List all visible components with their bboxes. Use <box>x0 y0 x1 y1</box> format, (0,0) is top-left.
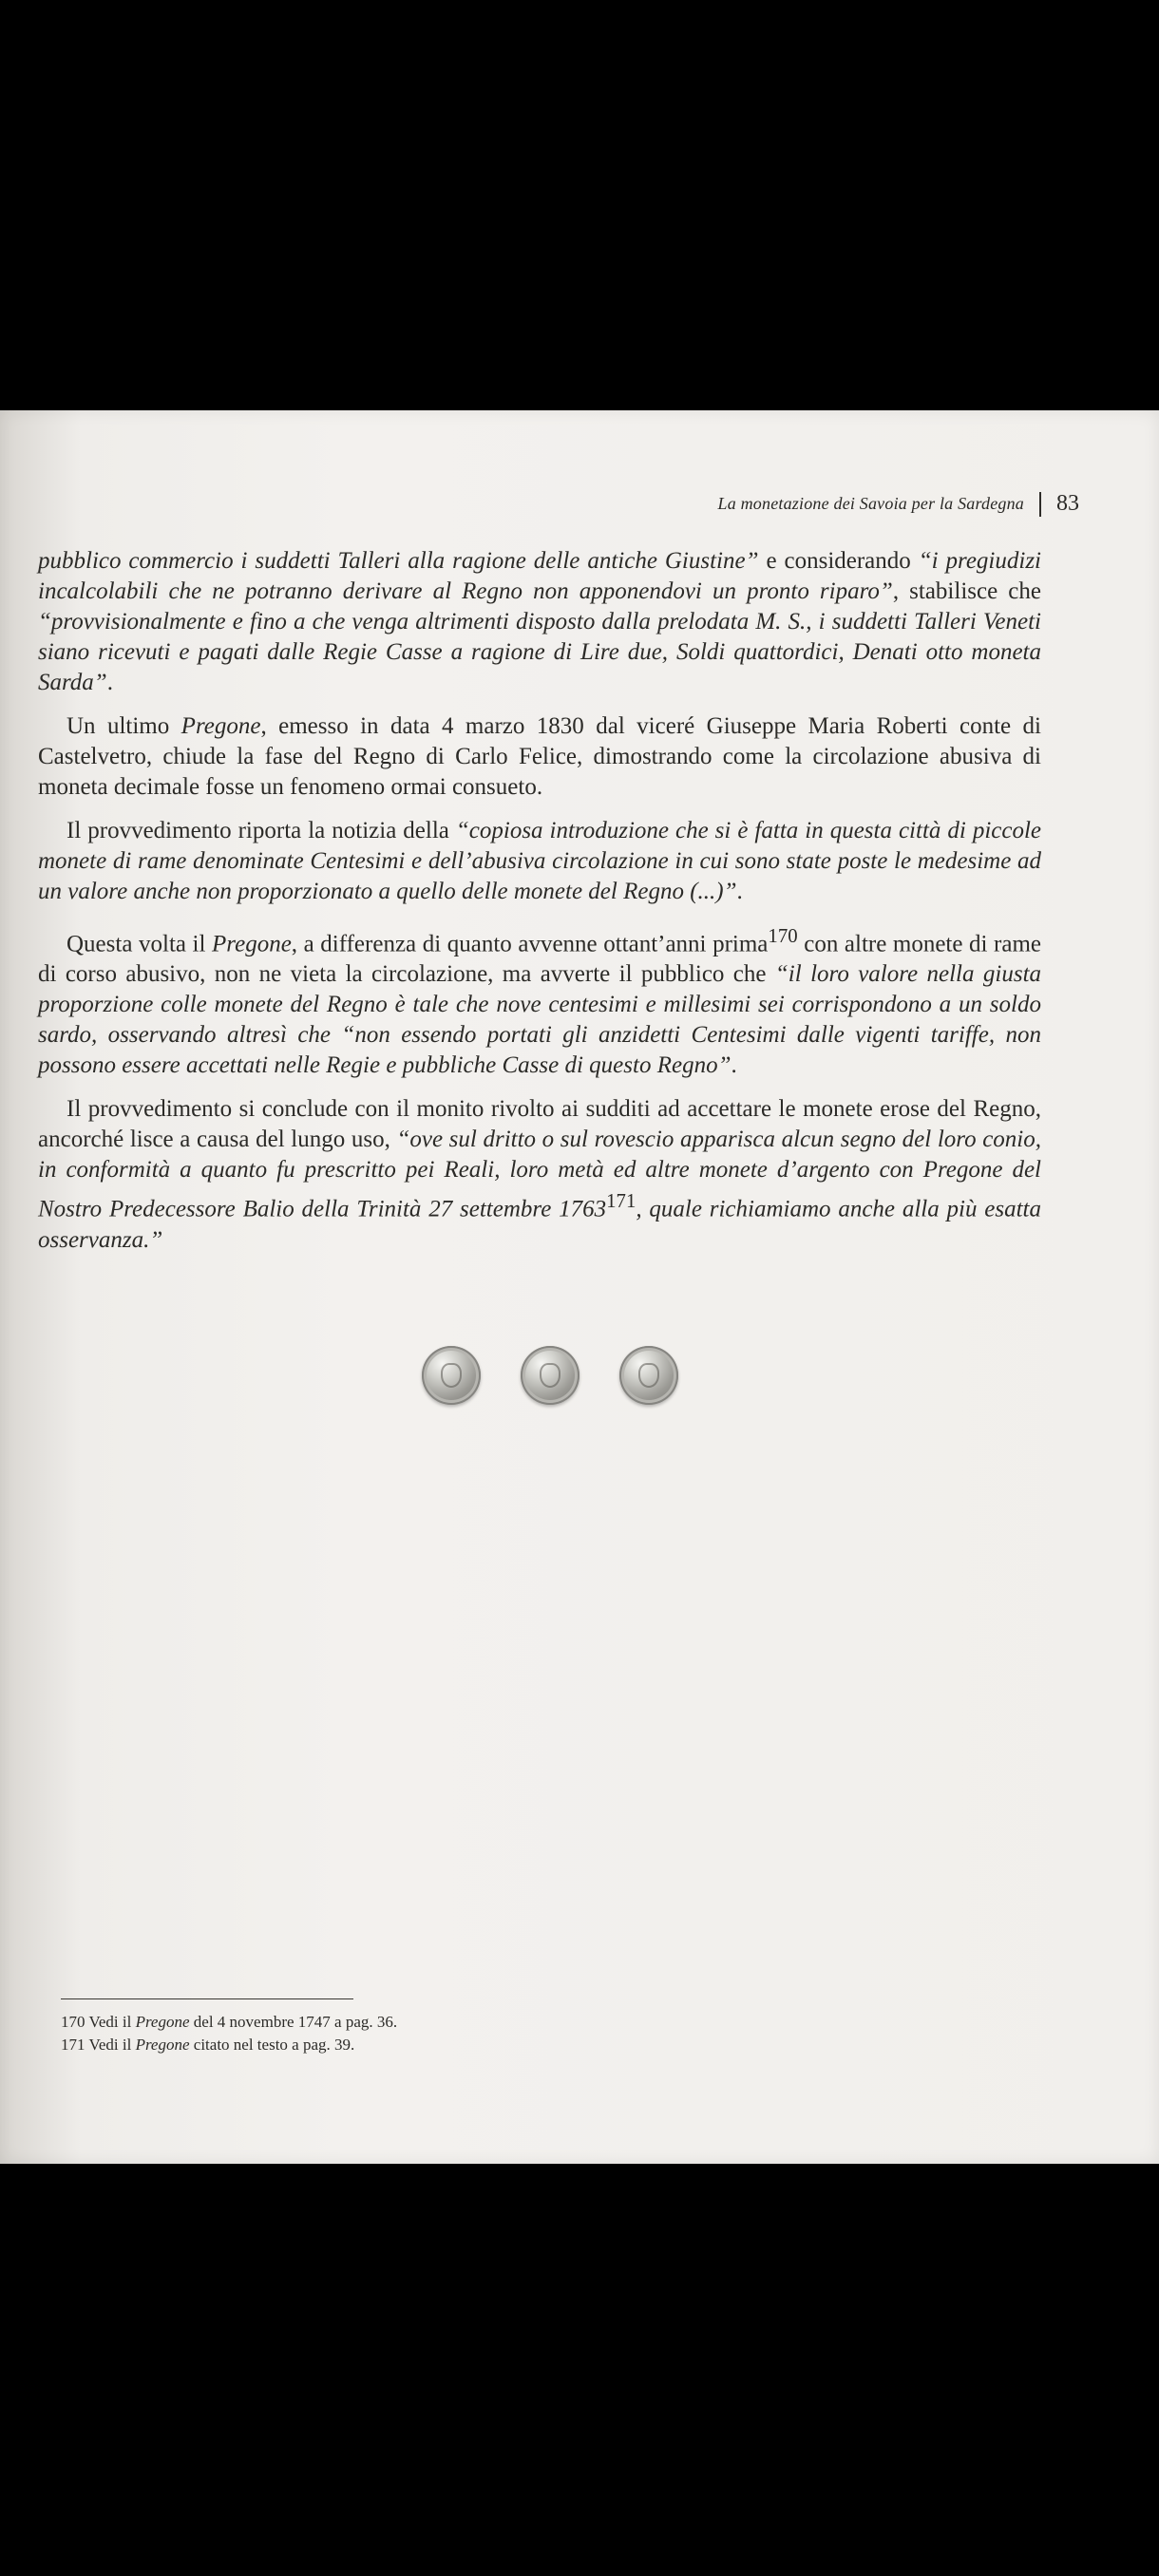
body-text: . <box>736 879 743 904</box>
quote-text: “provvisionalmente e fino a che venga altrimenti disposto dalla prelodata M. S., i suddetti Talleri Veneti siano ricevuti e pagati dalle Regie Casse a ragione di Lire due, Soldi quattordici, Denati otto moneta Sarda” <box>38 609 1041 695</box>
quote-text: “copiosa introduzione che si è fatta in questa città di piccole monete di rame denominate Centesimi e dell’abusiva circolazione in cui sono state poste le medesime ad un valore anche non proporzionato a quello delle monete del Regno (...)” <box>38 818 1042 904</box>
body-text: Il provvedimento si conclude con il monito rivolto ai sudditi ad accettare le monete erose del Regno, ancorché lisce a causa del lungo uso, <box>38 1096 1041 1153</box>
body-text: con altre monete di rame di corso abusivo, non ne vieta la circolazione, ma avverte il pubblico che <box>38 931 1042 988</box>
body-text: . <box>106 670 113 695</box>
body-text: , stabilisce che <box>892 578 1041 604</box>
book-page <box>0 410 1159 2164</box>
quote-text: pubblico commercio i suddetti Talleri alla ragione delle antiche Giustine” <box>38 548 759 574</box>
footnote-emphasis: Pregone <box>135 2036 190 2054</box>
body-text: e considerando <box>758 548 919 574</box>
paragraph-1 <box>38 546 1041 698</box>
body-text: Il provvedimento riporta la notizia della <box>66 818 456 843</box>
quote-text: , quale richiamiamo anche alla più esatta osservanza.” <box>38 1196 1041 1253</box>
body-text: Un ultimo <box>66 713 181 739</box>
footnote-ref-170[interactable]: 170 <box>768 924 798 947</box>
main-text <box>38 546 1041 1256</box>
footnote-text: del 4 novembre 1747 a pag. 36. <box>189 2013 398 2031</box>
coin-icon <box>619 1346 678 1405</box>
footnotes <box>61 2011 726 2056</box>
header-separator <box>1039 492 1041 517</box>
coin-images <box>422 1346 678 1405</box>
coin-icon <box>521 1346 580 1405</box>
footnote-text: 171 Vedi il <box>61 2036 136 2054</box>
paragraph-3 <box>38 816 1041 907</box>
footnote-171 <box>61 2034 726 2056</box>
page-number: 83 <box>1056 491 1079 516</box>
coin-icon <box>422 1346 481 1405</box>
footnote-divider <box>61 1998 353 1999</box>
body-text: , emesso in data 4 marzo 1830 dal viceré Giuseppe Maria Roberti conte di Castelvetro, chiude la fase del Regno di Carlo Felice, dimostrando come la circolazione abusiva di moneta decimale fosse un fenomeno ormai consueto. <box>38 713 1041 800</box>
footnote-text: citato nel testo a pag. 39. <box>189 2036 355 2054</box>
footnote-170 <box>61 2011 726 2034</box>
footnote-text: 170 Vedi il <box>61 2013 136 2031</box>
quote-text: “i pregiudizi incalcolabili che ne potranno derivare al Regno non apponendovi un pronto riparo” <box>38 548 1041 604</box>
footnote-emphasis: Pregone <box>135 2013 190 2031</box>
body-text: . <box>731 1052 737 1079</box>
quote-text: “il loro valore nella giusta proporzione colle monete del Regno è tale che nove centesimi e millesimi sei corrispondono a un soldo sardo, osservando altresì che “non essendo portati gli anzidetti Centesimi dalle vigenti tariffe, non possono essere accettati nelle Regie e pubbliche Casse di questo Regno” <box>38 961 1042 1079</box>
footnote-ref-171[interactable]: 171 <box>606 1189 636 1213</box>
running-header-title: La monetazione dei Savoia per la Sardegna <box>717 494 1024 513</box>
paragraph-2 <box>38 711 1041 803</box>
quote-text: “ove sul dritto o sul rovescio apparisca alcun segno del loro conio, in conformità a quanto fu prescritto pei Reali, loro metà ed altre monete d’argento con Pregone del Nostro Predecessore Balio della Trinità 27 settembre 1763 <box>38 1127 1041 1222</box>
paragraph-4 <box>38 920 1041 1081</box>
running-header <box>718 491 1080 517</box>
emphasis-text: Pregone <box>212 931 292 957</box>
emphasis-text: Pregone <box>180 713 261 739</box>
paragraph-5 <box>38 1094 1041 1255</box>
body-text: , a differenza di quanto avvenne ottant’anni prima <box>291 931 769 957</box>
body-text: Questa volta il <box>66 931 213 957</box>
